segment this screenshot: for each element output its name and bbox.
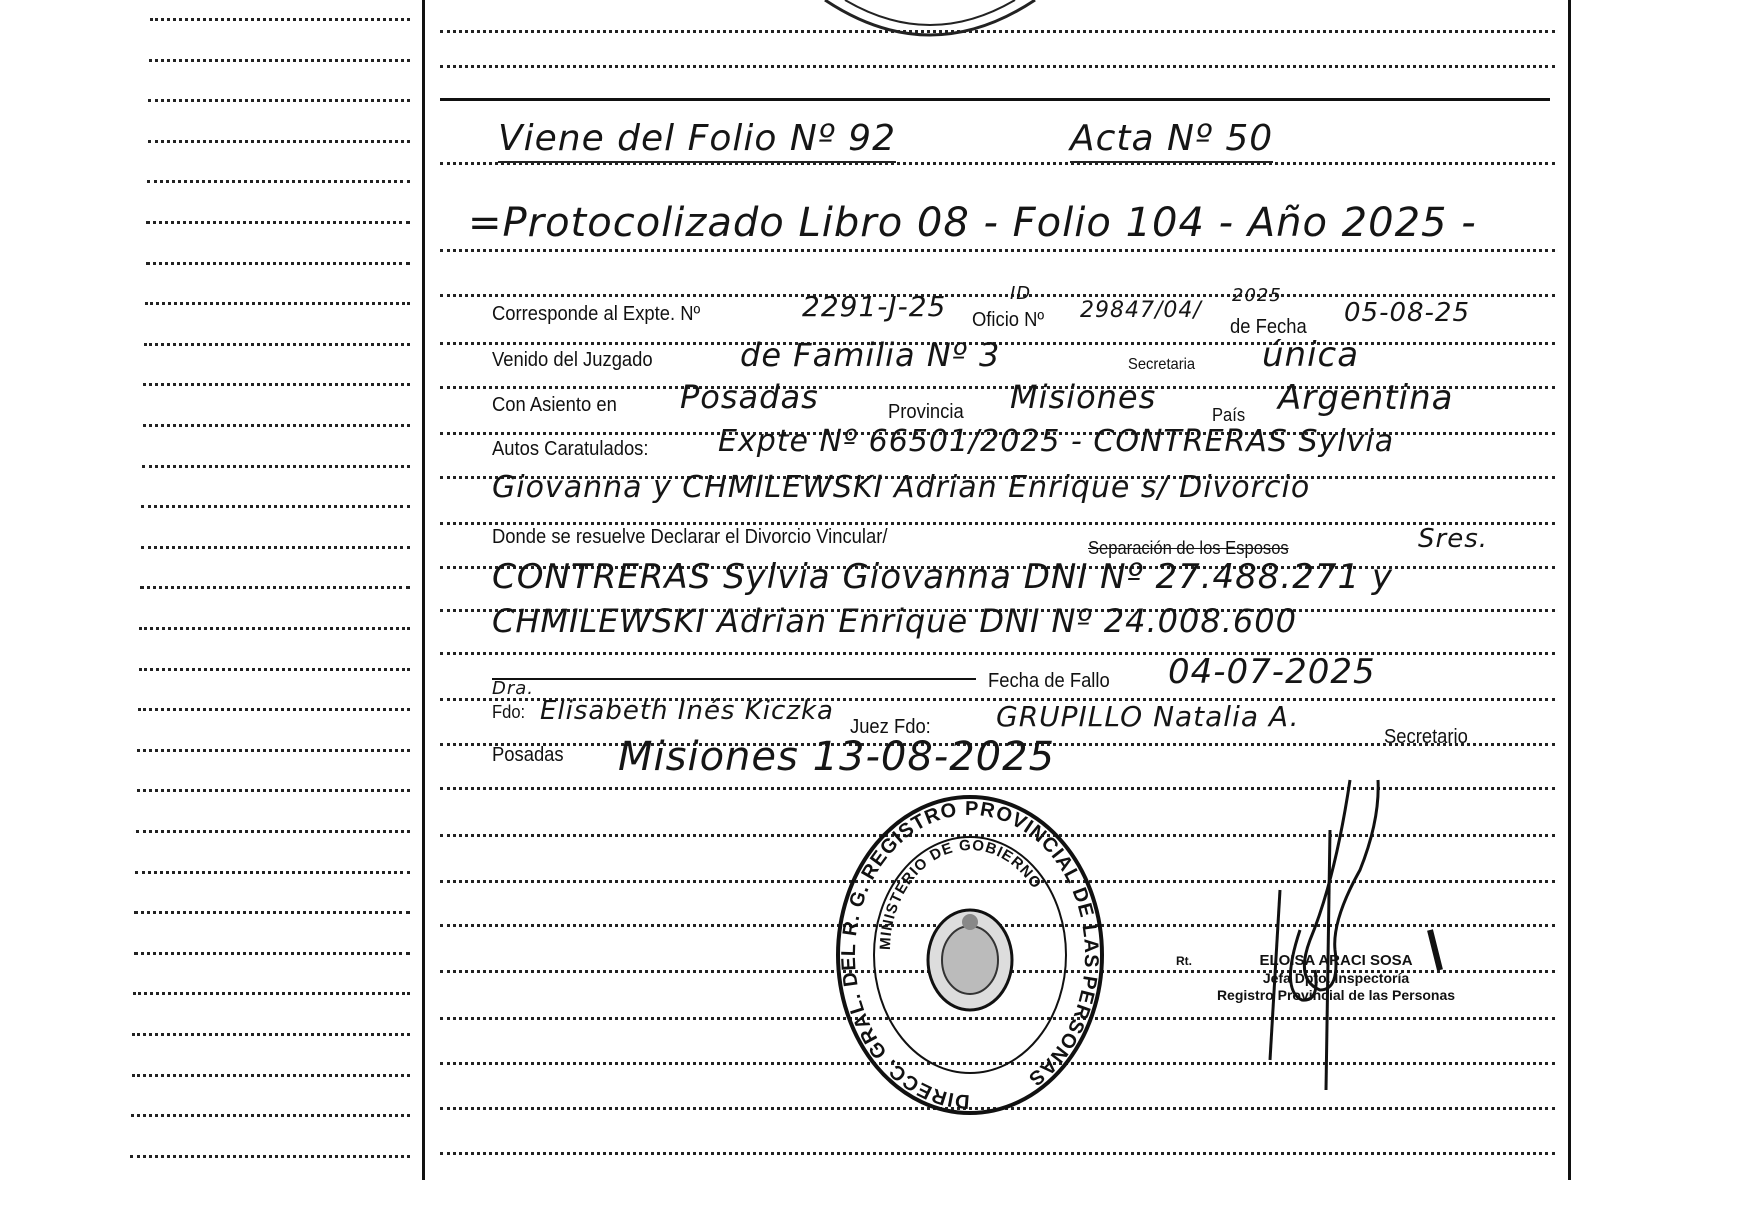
official-seal <box>830 790 1110 1120</box>
donde-label: Donde se resuelve Declarar el Divorcio Vincular/ <box>492 526 888 548</box>
provincia-value: Misiones <box>1010 378 1157 416</box>
juez-fdo-label: Juez Fdo: <box>850 716 931 738</box>
posadas-label: Posadas <box>492 744 564 766</box>
provincia-label: Provincia <box>888 401 964 423</box>
left-dotted-line <box>130 1155 410 1158</box>
signature-stamp <box>1176 952 1496 1004</box>
left-dotted-line <box>149 59 410 62</box>
posadas-value: Misiones 13-08-2025 <box>618 734 1056 780</box>
left-dotted-line <box>139 627 410 630</box>
fdo-juez-value: Elisabeth Inés Kiczka <box>540 696 834 726</box>
left-dotted-line <box>148 140 410 143</box>
signature <box>1240 770 1460 1100</box>
left-dotted-line <box>143 424 410 427</box>
de-fecha-value: 05-08-25 <box>1344 298 1471 328</box>
oficio-label: Oficio Nº <box>972 309 1045 331</box>
expte-value: 2291-J-25 <box>802 290 947 323</box>
autos-label: Autos Caratulados: <box>492 438 649 460</box>
fdo-label: Fdo: <box>492 702 526 722</box>
left-dotted-line <box>146 221 410 224</box>
left-dotted-line <box>140 586 410 589</box>
left-dotted-line <box>137 789 410 792</box>
acta-number: Acta Nº 50 <box>1070 118 1273 163</box>
left-dotted-line <box>141 505 410 508</box>
left-dotted-line <box>131 1114 410 1117</box>
ruled-dotted-line <box>440 522 1555 525</box>
left-dotted-line <box>132 1074 410 1077</box>
esposos-line2: CHMILEWSKI Adrian Enrique DNI Nº 24.008.600 <box>492 602 1297 640</box>
secretaria-label: Secretaria <box>1128 356 1196 373</box>
top-seal-fragment <box>820 0 1040 50</box>
ruled-dotted-line <box>440 249 1555 252</box>
ruled-dotted-line <box>440 652 1555 655</box>
left-dotted-line <box>132 1033 410 1036</box>
left-dotted-line <box>150 18 410 21</box>
oficio-sup: ID <box>1010 283 1032 304</box>
sres-label: Sres. <box>1418 524 1488 554</box>
seal-inner-textpath: MINISTERIO DE GOBIERNO <box>876 836 1045 951</box>
header-separator <box>440 98 1550 101</box>
stamp-office: Registro Provincial de las Personas <box>1216 987 1456 1003</box>
left-dotted-line <box>139 668 410 671</box>
venido-label: Venido del Juzgado <box>492 349 653 371</box>
left-dotted-line <box>142 465 410 468</box>
left-dotted-line <box>144 343 410 346</box>
left-dotted-line <box>147 180 410 183</box>
fallo-underline <box>492 678 976 680</box>
stamp-prefix: Rt. <box>1176 954 1192 968</box>
stamp-role: Jefa Dpto. Inspectoría <box>1262 970 1410 986</box>
protocolizado-line: =Protocolizado Libro 08 - Folio 104 - Año 2025 - <box>468 200 1477 246</box>
fdo-secretario-value: GRUPILLO Natalia A. <box>996 700 1300 733</box>
left-dotted-line <box>146 262 410 265</box>
separacion-label: Separación de los Esposos <box>1088 538 1289 558</box>
dra-label: Dra. <box>492 678 535 699</box>
left-dotted-line <box>134 952 410 955</box>
ruled-dotted-line <box>440 65 1555 68</box>
oficio-year: 2025 <box>1232 285 1282 306</box>
asiento-label: Con Asiento en <box>492 394 617 416</box>
left-dotted-line <box>143 383 410 386</box>
ruled-dotted-line <box>440 294 1555 297</box>
secretario-label: Secretario <box>1384 726 1468 748</box>
left-dotted-line <box>133 992 410 995</box>
left-dotted-line <box>135 871 410 874</box>
viene-del-folio: Viene del Folio Nº 92 <box>498 118 896 163</box>
fecha-fallo-value: 04-07-2025 <box>1168 652 1376 692</box>
secretaria-value: única <box>1262 335 1360 375</box>
left-dotted-line <box>141 546 410 549</box>
corresponde-label: Corresponde al Expte. Nº <box>492 303 701 325</box>
juzgado-value: de Familia Nº 3 <box>740 336 1001 374</box>
fecha-fallo-label: Fecha de Fallo <box>988 670 1110 692</box>
oficio-value: 29847/04/ <box>1080 298 1202 323</box>
left-dotted-line <box>138 708 410 711</box>
esposos-line1: CONTRERAS Sylvia Giovanna DNI Nº 27.488.271 y <box>492 557 1394 597</box>
left-margin-rule <box>422 0 425 1180</box>
ruled-dotted-line <box>440 1152 1555 1155</box>
right-margin-rule <box>1568 0 1571 1180</box>
stamp-name: ELOISA ARACI SOSA <box>1259 952 1413 969</box>
de-fecha-label: de Fecha <box>1230 316 1307 338</box>
autos-line1: Expte Nº 66501/2025 - CONTRERAS Sylvia <box>718 424 1395 459</box>
asiento-value: Posadas <box>680 378 819 416</box>
left-dotted-line <box>134 911 410 914</box>
left-dotted-line <box>137 749 410 752</box>
seal-outer-textpath: DIRECC. GRAL. DEL R. G. REGISTRO PROVINCIAL DE LAS PERSONAS <box>837 797 1103 1113</box>
left-dotted-line <box>148 99 410 102</box>
pais-label: País <box>1212 405 1246 425</box>
left-dotted-line <box>145 302 410 305</box>
autos-line2: Giovanna y CHMILEWSKI Adrian Enrique s/ Divorcio <box>492 470 1311 505</box>
left-dotted-line <box>136 830 410 833</box>
pais-value: Argentina <box>1278 378 1454 418</box>
